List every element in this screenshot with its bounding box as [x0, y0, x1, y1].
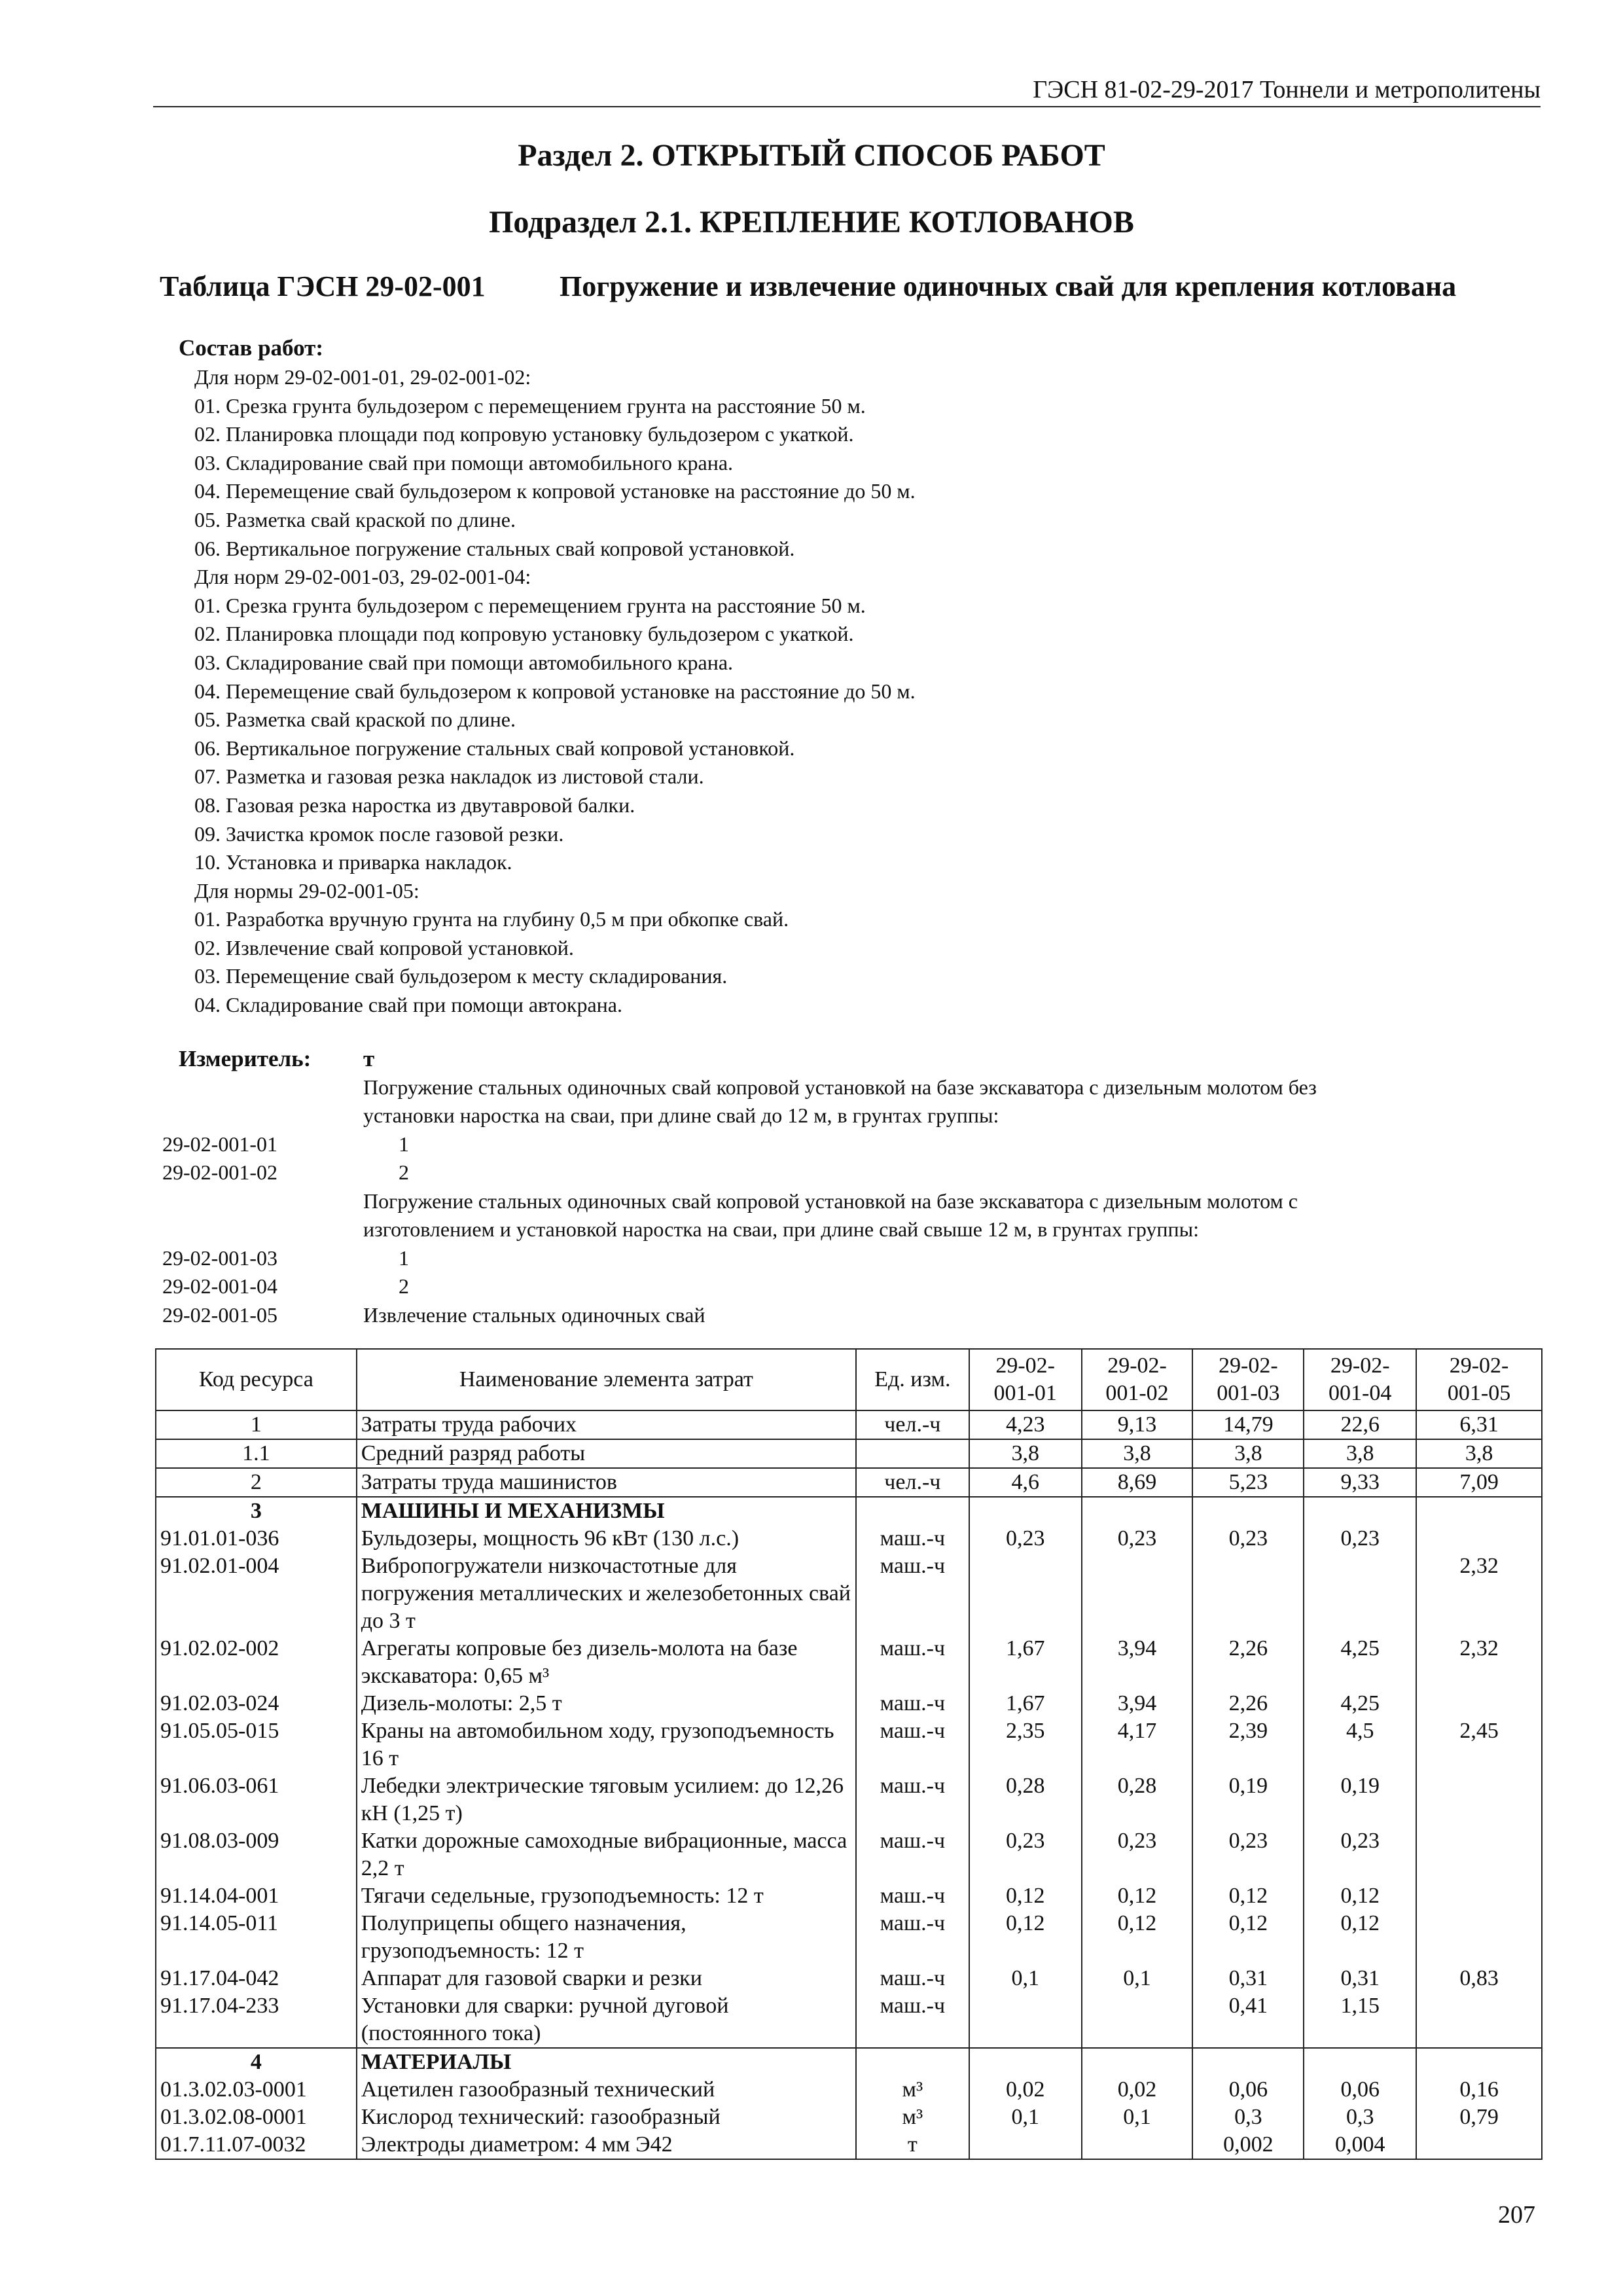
composition-line: 04. Перемещение свай бульдозером к копровой установке на расстояние до 50 м. [194, 679, 916, 703]
composition-line: 03. Перемещение свай бульдозером к месту складирования. [194, 964, 728, 988]
resource-name: Затраты труда рабочих [357, 1410, 856, 1439]
value-col-5: 2,32 [1416, 1552, 1542, 1635]
table-row [156, 1992, 1542, 2048]
value-col-3: 0,41 [1192, 1992, 1304, 2048]
value-col-4: 0,12 [1304, 1882, 1416, 1910]
resource-unit: маш.-ч [856, 1635, 969, 1690]
header-name: Наименование элемента затрат [357, 1349, 856, 1410]
value-col-1: 3,8 [969, 1439, 1082, 1468]
resource-code: 2 [156, 1468, 357, 1497]
value-col-1: 4,23 [969, 1410, 1082, 1439]
document-header: ГЭСН 81-02-29-2017 Тоннели и метрополитены [153, 73, 1541, 107]
composition-line: 02. Планировка площади под копровую установку бульдозером с укаткой. [194, 422, 854, 446]
composition-line: 05. Разметка свай краской по длине. [194, 708, 516, 732]
resource-code: 91.02.01-004 [156, 1552, 357, 1635]
value-col-4 [1304, 2048, 1416, 2076]
measure-label: Измеритель: [179, 1046, 312, 1071]
resource-code: 91.01.01-036 [156, 1525, 357, 1552]
value-col-2: 0,12 [1082, 1882, 1193, 1910]
measure-desc1-line2: установки наростка на сваи, при длине свай до 12 м, в грунтах группы: [363, 1103, 999, 1127]
value-col-2 [1082, 1497, 1193, 1525]
value-col-5: 2,45 [1416, 1717, 1542, 1772]
value-col-5 [1416, 1827, 1542, 1882]
resource-unit [856, 1497, 969, 1525]
resource-code: 1.1 [156, 1439, 357, 1468]
value-col-1: 0,02 [969, 2076, 1082, 2104]
value-col-4: 0,23 [1304, 1827, 1416, 1882]
value-col-3 [1192, 1497, 1304, 1525]
value-col-1: 1,67 [969, 1635, 1082, 1690]
value-col-1: 0,23 [969, 1525, 1082, 1552]
value-col-1: 0,28 [969, 1772, 1082, 1827]
table-row [156, 1410, 1542, 1439]
value-col-4: 3,8 [1304, 1439, 1416, 1468]
composition-line: Для норм 29-02-001-01, 29-02-001-02: [194, 365, 531, 389]
resource-unit [856, 1439, 969, 1468]
resource-name: Аппарат для газовой сварки и резки [357, 1965, 856, 1992]
resource-unit: маш.-ч [856, 1827, 969, 1882]
value-col-1 [969, 2131, 1082, 2159]
resource-code: 01.7.11.07-0032 [156, 2131, 357, 2159]
measure-code-1: 29-02-001-01 [162, 1132, 277, 1156]
resource-unit: чел.-ч [856, 1468, 969, 1497]
composition-line: 08. Газовая резка наростка из двутавровой балки. [194, 793, 635, 817]
resource-name: Кислород технический: газообразный [357, 2104, 856, 2131]
measure-num-3: 1 [399, 1246, 409, 1270]
resource-name: Полуприцепы общего назначения, грузоподъемность: 12 т [357, 1910, 856, 1965]
measure-num-1: 1 [399, 1132, 409, 1156]
resource-unit: маш.-ч [856, 1552, 969, 1635]
table-row [156, 2076, 1542, 2104]
value-col-2 [1082, 2131, 1193, 2159]
measure-desc1-line1: Погружение стальных одиночных свай копровой установкой на базе экскаватора с дизельным молотом без [363, 1075, 1317, 1099]
value-col-2: 0,23 [1082, 1827, 1193, 1882]
value-col-1: 0,23 [969, 1827, 1082, 1882]
value-col-1 [969, 1992, 1082, 2048]
resource-name: Вибропогружатели низкочастотные для погружения металлических и железобетонных свай до 3 т [357, 1552, 856, 1635]
value-col-3 [1192, 2048, 1304, 2076]
resource-name: МАТЕРИАЛЫ [357, 2048, 856, 2076]
resource-code: 91.08.03-009 [156, 1827, 357, 1882]
value-col-2 [1082, 1552, 1193, 1635]
resource-name: Затраты труда машинистов [357, 1468, 856, 1497]
value-col-5 [1416, 1772, 1542, 1827]
value-col-2: 3,8 [1082, 1439, 1193, 1468]
resource-name: Лебедки электрические тяговым усилием: до 12,26 кН (1,25 т) [357, 1772, 856, 1827]
header-col-1: 29-02- 001-01 [969, 1349, 1082, 1410]
table-row [156, 1910, 1542, 1965]
resource-name: Бульдозеры, мощность 96 кВт (130 л.с.) [357, 1525, 856, 1552]
resource-unit: т [856, 2131, 969, 2159]
table-row [156, 2131, 1542, 2159]
value-col-4: 4,25 [1304, 1690, 1416, 1717]
value-col-1: 4,6 [969, 1468, 1082, 1497]
value-col-5: 2,32 [1416, 1635, 1542, 1690]
table-row [156, 1717, 1542, 1772]
value-col-3: 0,23 [1192, 1827, 1304, 1882]
composition-line: 06. Вертикальное погружение стальных свай копровой установкой. [194, 736, 795, 760]
value-col-3: 0,23 [1192, 1525, 1304, 1552]
value-col-5 [1416, 1882, 1542, 1910]
value-col-5 [1416, 1910, 1542, 1965]
composition-line: 06. Вертикальное погружение стальных свай копровой установкой. [194, 536, 795, 560]
composition-line: 09. Зачистка кромок после газовой резки. [194, 821, 564, 846]
header-col-2: 29-02- 001-02 [1082, 1349, 1193, 1410]
composition-line: 03. Складирование свай при помощи автомобильного крана. [194, 650, 734, 674]
table-label: Таблица ГЭСН 29-02-001 [160, 270, 486, 302]
resource-unit: маш.-ч [856, 1965, 969, 1992]
resource-table [155, 1348, 1543, 2160]
value-col-3: 0,19 [1192, 1772, 1304, 1827]
resource-unit: маш.-ч [856, 1525, 969, 1552]
table-row [156, 1552, 1542, 1635]
value-col-4 [1304, 1552, 1416, 1635]
value-col-4: 22,6 [1304, 1410, 1416, 1439]
value-col-5: 0,83 [1416, 1965, 1542, 1992]
value-col-1 [969, 1552, 1082, 1635]
value-col-1: 0,1 [969, 2104, 1082, 2131]
value-col-3: 0,12 [1192, 1910, 1304, 1965]
value-col-4: 1,15 [1304, 1992, 1416, 2048]
resource-code: 01.3.02.08-0001 [156, 2104, 357, 2131]
value-col-4: 0,31 [1304, 1965, 1416, 1992]
resource-code: 4 [156, 2048, 357, 2076]
value-col-4 [1304, 1497, 1416, 1525]
value-col-5: 0,79 [1416, 2104, 1542, 2131]
value-col-1: 1,67 [969, 1690, 1082, 1717]
value-col-1: 0,12 [969, 1882, 1082, 1910]
value-col-2: 0,23 [1082, 1525, 1193, 1552]
measure-num-4: 2 [399, 1274, 409, 1298]
value-col-3: 14,79 [1192, 1410, 1304, 1439]
header-col-4: 29-02- 001-04 [1304, 1349, 1416, 1410]
table-row [156, 1827, 1542, 1882]
value-col-3: 0,002 [1192, 2131, 1304, 2159]
table-row [156, 1690, 1542, 1717]
value-col-3: 0,31 [1192, 1965, 1304, 1992]
value-col-5: 0,16 [1416, 2076, 1542, 2104]
resource-unit: маш.-ч [856, 1910, 969, 1965]
composition-line: Для норм 29-02-001-03, 29-02-001-04: [194, 565, 531, 589]
value-col-2: 0,28 [1082, 1772, 1193, 1827]
measure-code-5: 29-02-001-05 [162, 1303, 277, 1327]
resource-code: 91.17.04-233 [156, 1992, 357, 2048]
value-col-2 [1082, 2048, 1193, 2076]
composition-line: 01. Срезка грунта бульдозером с перемещением грунта на расстояние 50 м. [194, 593, 866, 617]
value-col-4: 0,23 [1304, 1525, 1416, 1552]
resource-code: 91.14.05-011 [156, 1910, 357, 1965]
resource-code: 91.05.05-015 [156, 1717, 357, 1772]
value-col-1: 2,35 [969, 1717, 1082, 1772]
composition-line: Для нормы 29-02-001-05: [194, 878, 419, 903]
value-col-2: 9,13 [1082, 1410, 1193, 1439]
value-col-1: 0,1 [969, 1965, 1082, 1992]
table-row [156, 1965, 1542, 1992]
value-col-3: 2,26 [1192, 1690, 1304, 1717]
resource-name: МАШИНЫ И МЕХАНИЗМЫ [357, 1497, 856, 1525]
measure-desc2-line2: изготовлением и установкой наростка на сваи, при длине свай свыше 12 м, в грунтах группы: [363, 1217, 1200, 1241]
value-col-1 [969, 1497, 1082, 1525]
resource-name: Электроды диаметром: 4 мм Э42 [357, 2131, 856, 2159]
measure-num-2: 2 [399, 1160, 409, 1184]
composition-line: 02. Планировка площади под копровую установку бульдозером с укаткой. [194, 622, 854, 646]
value-col-5: 7,09 [1416, 1468, 1542, 1497]
value-col-3: 0,3 [1192, 2104, 1304, 2131]
resource-unit: маш.-ч [856, 1882, 969, 1910]
value-col-5 [1416, 2131, 1542, 2159]
value-col-1: 0,12 [969, 1910, 1082, 1965]
resource-name: Агрегаты копровые без дизель-молота на базе экскаватора: 0,65 м³ [357, 1635, 856, 1690]
resource-code: 1 [156, 1410, 357, 1439]
table-row [156, 1882, 1542, 1910]
table-description: Погружение и извлечение одиночных свай для крепления котлована [560, 270, 1457, 302]
resource-unit: маш.-ч [856, 1992, 969, 2048]
table-row [156, 1635, 1542, 1690]
value-col-3: 2,39 [1192, 1717, 1304, 1772]
composition-line: 03. Складирование свай при помощи автомобильного крана. [194, 450, 734, 475]
measure-desc2-line1: Погружение стальных одиночных свай копровой установкой на базе экскаватора с дизельным молотом с [363, 1189, 1298, 1213]
value-col-4: 4,5 [1304, 1717, 1416, 1772]
resource-unit: маш.-ч [856, 1690, 969, 1717]
value-col-5 [1416, 2048, 1542, 2076]
resource-name: Средний разряд работы [357, 1439, 856, 1468]
header-code: Код ресурса [156, 1349, 357, 1410]
resource-code: 91.06.03-061 [156, 1772, 357, 1827]
resource-name: Краны на автомобильном ходу, грузоподъемность 16 т [357, 1717, 856, 1772]
value-col-4: 0,19 [1304, 1772, 1416, 1827]
resource-unit: м³ [856, 2104, 969, 2131]
value-col-5: 6,31 [1416, 1410, 1542, 1439]
value-col-2: 3,94 [1082, 1635, 1193, 1690]
resource-name: Катки дорожные самоходные вибрационные, масса 2,2 т [357, 1827, 856, 1882]
value-col-2: 0,1 [1082, 1965, 1193, 1992]
header-unit: Ед. изм. [856, 1349, 969, 1410]
composition-list [194, 363, 916, 1020]
value-col-3: 2,26 [1192, 1635, 1304, 1690]
value-col-2: 3,94 [1082, 1690, 1193, 1717]
value-col-3: 0,06 [1192, 2076, 1304, 2104]
resource-code: 91.14.04-001 [156, 1882, 357, 1910]
composition-line: 05. Разметка свай краской по длине. [194, 507, 516, 531]
header-col-5: 29-02- 001-05 [1416, 1349, 1542, 1410]
table-row [156, 1525, 1542, 1552]
value-col-5: 3,8 [1416, 1439, 1542, 1468]
section-title: Раздел 2. ОТКРЫТЫЙ СПОСОБ РАБОТ [518, 138, 1105, 173]
composition-line: 04. Перемещение свай бульдозером к копровой установке на расстояние до 50 м. [194, 479, 916, 503]
value-col-2: 4,17 [1082, 1717, 1193, 1772]
value-col-3 [1192, 1552, 1304, 1635]
resource-unit: чел.-ч [856, 1410, 969, 1439]
resource-name: Установки для сварки: ручной дуговой (постоянного тока) [357, 1992, 856, 2048]
value-col-2 [1082, 1992, 1193, 2048]
table-row [156, 1439, 1542, 1468]
value-col-2: 0,02 [1082, 2076, 1193, 2104]
value-col-3: 5,23 [1192, 1468, 1304, 1497]
table-row [156, 1468, 1542, 1497]
value-col-2: 0,12 [1082, 1910, 1193, 1965]
measure-code-2: 29-02-001-02 [162, 1160, 277, 1184]
value-col-5 [1416, 1497, 1542, 1525]
resource-code: 91.02.03-024 [156, 1690, 357, 1717]
resource-name: Тягачи седельные, грузоподъемность: 12 т [357, 1882, 856, 1910]
resource-code: 91.02.02-002 [156, 1635, 357, 1690]
value-col-5 [1416, 1525, 1542, 1552]
resource-name: Дизель-молоты: 2,5 т [357, 1690, 856, 1717]
table-row [156, 1772, 1542, 1827]
page-number: 207 [1498, 2201, 1535, 2229]
resource-code: 01.3.02.03-0001 [156, 2076, 357, 2104]
resource-code: 3 [156, 1497, 357, 1525]
composition-line: 02. Извлечение свай копровой установкой. [194, 935, 574, 960]
composition-line: 01. Разработка вручную грунта на глубину 0,5 м при обкопке свай. [194, 907, 789, 931]
resource-unit [856, 2048, 969, 2076]
value-col-5 [1416, 1992, 1542, 2048]
resource-unit: м³ [856, 2076, 969, 2104]
header-col-3: 29-02- 001-03 [1192, 1349, 1304, 1410]
measure-code-4: 29-02-001-04 [162, 1274, 277, 1298]
measure-desc-5: Извлечение стальных одиночных свай [363, 1303, 705, 1327]
value-col-1 [969, 2048, 1082, 2076]
value-col-5 [1416, 1690, 1542, 1717]
value-col-4: 0,004 [1304, 2131, 1416, 2159]
table-row [156, 1497, 1542, 1525]
subsection-title: Подраздел 2.1. КРЕПЛЕНИЕ КОТЛОВАНОВ [489, 205, 1134, 240]
table-row [156, 2104, 1542, 2131]
measure-code-3: 29-02-001-03 [162, 1246, 277, 1270]
composition-line: 04. Складирование свай при помощи автокрана. [194, 993, 622, 1017]
value-col-2: 0,1 [1082, 2104, 1193, 2131]
composition-line: 10. Установка и приварка накладок. [194, 850, 512, 874]
table-row [156, 2048, 1542, 2076]
resource-unit: маш.-ч [856, 1717, 969, 1772]
value-col-3: 3,8 [1192, 1439, 1304, 1468]
value-col-4: 0,12 [1304, 1910, 1416, 1965]
resource-code: 91.17.04-042 [156, 1965, 357, 1992]
composition-heading: Состав работ: [179, 335, 323, 361]
composition-line: 07. Разметка и газовая резка накладок из листовой стали. [194, 764, 704, 789]
resource-name: Ацетилен газообразный технический [357, 2076, 856, 2104]
value-col-4: 0,06 [1304, 2076, 1416, 2104]
value-col-2: 8,69 [1082, 1468, 1193, 1497]
value-col-3: 0,12 [1192, 1882, 1304, 1910]
composition-line: 01. Срезка грунта бульдозером с перемещением грунта на расстояние 50 м. [194, 393, 866, 418]
value-col-4: 4,25 [1304, 1635, 1416, 1690]
measure-unit: т [363, 1046, 375, 1071]
resource-unit: маш.-ч [856, 1772, 969, 1827]
value-col-4: 9,33 [1304, 1468, 1416, 1497]
value-col-4: 0,3 [1304, 2104, 1416, 2131]
